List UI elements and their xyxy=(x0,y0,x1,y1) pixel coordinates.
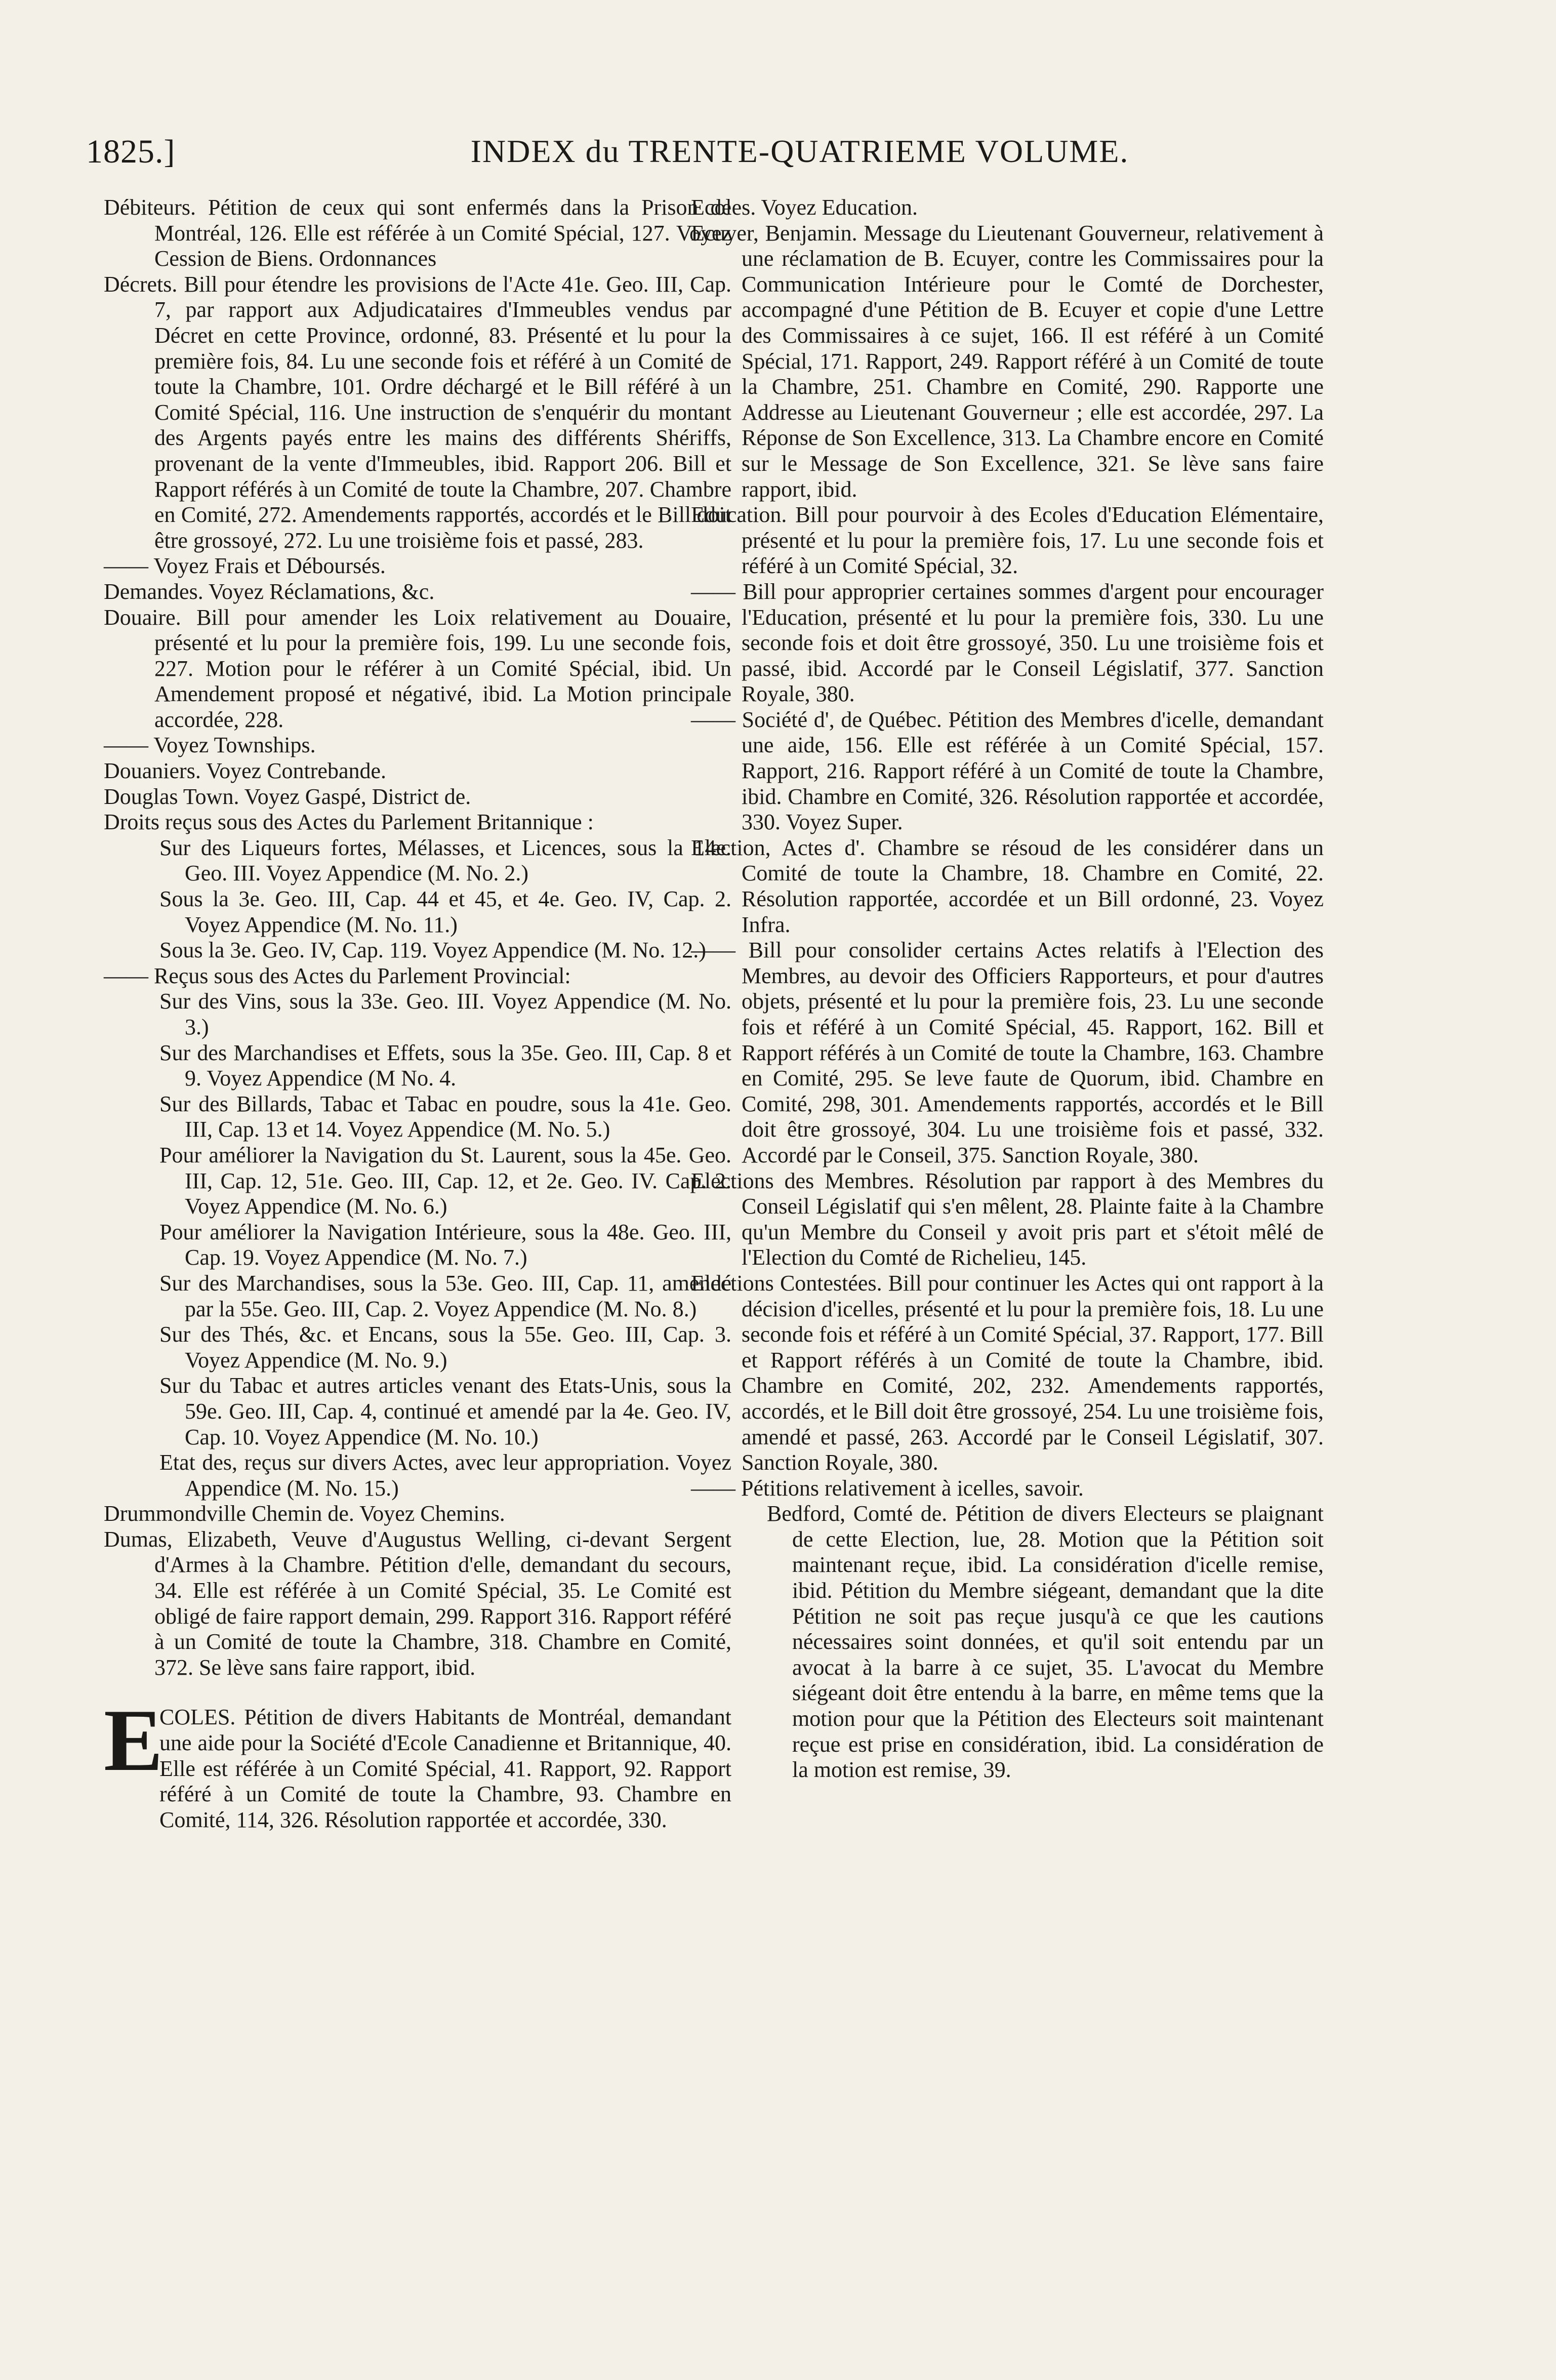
index-entry: Pour améliorer la Navigation Intérieure, sous la 48e. Geo. III, Cap. 19. Voyez Appendice (M. No. 7.) xyxy=(159,1219,731,1270)
index-entry: Elections des Membres. Résolution par rapport à des Membres du Conseil Législatif qui s'en mêlent, 28. Plainte faite à la Chambre qu'un Membre du Conseil y avoit pris part et s'étoit mêlé de l'Election du Comté de Richelieu, 145. xyxy=(691,1168,1324,1270)
index-entry: Douaniers. Voyez Contrebande. xyxy=(104,758,387,784)
index-entry: Sur des Vins, sous la 33e. Geo. III. Voyez Appendice (M. No. 3.) xyxy=(159,989,731,1039)
index-entry: —— Pétitions relativement à icelles, savoir. xyxy=(691,1475,1084,1501)
index-entry: Elections Contestées. Bill pour continuer les Actes qui ont rapport à la décision d'icelles, présenté et lu pour la première fois, 18. Lu une seconde fois et référé à un Comité Spécial, 37. Rapport, 177. Bill et Rapport référés à un Comité de toute la Chambre, ibid. Chambre en Comité, 202, 232. Amendements rapportés, accordés, et le Bill doit être grossoyé, 254. Lu une troisième fois, amendé et passé, 263. Accordé par le Conseil Législatif, 307. Sanction Royale, 380. xyxy=(691,1270,1324,1475)
index-entry: —— Bill pour approprier certaines sommes d'argent pour encourager l'Education, présenté et lu pour la première fois, 330. Lu une seconde fois et doit être grossoyé, 350. Lu une troisième fois et passé, ibid. Accordé par le Conseil Législatif, 377. Sanction Royale, 380. xyxy=(691,579,1324,707)
index-entry: —— Voyez Townships. xyxy=(104,733,316,758)
index-entry: Sur du Tabac et autres articles venant des Etats-Unis, sous la 59e. Geo. III, Cap. 4, continué et amendé par la 4e. Geo. IV, Cap. 10. Voyez Appendice (M. No. 10.) xyxy=(159,1373,731,1449)
index-entry: Dumas, Elizabeth, Veuve d'Augustus Welling, ci-devant Sergent d'Armes à la Chambre. Pétition d'elle, demandant du secours, 34. Elle est référée à un Comité Spécial, 35. Le Comité est obligé de faire rapport demain, 299. Rapport 316. Rapport référé à un Comité de toute la Chambre, 318. Chambre en Comité, 372. Se lève sans faire rapport, ibid. xyxy=(104,1526,731,1680)
index-entry: Droits reçus sous des Actes du Parlement Britannique : xyxy=(104,810,594,835)
index-entry: Education. Bill pour pourvoir à des Ecoles d'Education Elémentaire, présenté et lu pour la première fois, 17. Lu une seconde fois et référé à un Comité Spécial, 32. xyxy=(691,502,1324,579)
index-entry: Bedford, Comté de. Pétition de divers Electeurs se plaignant de cette Election, lue, 28. Motion que la Pétition soit maintenant reçue, ibid. La considération d'icelle remise, ibid. Pétition du Membre siégeant, demandant que la dite Pétition ne soit pas reçue jusqu'à ce que les cautions nécessaires soint données, et qu'il soit entendu par un avocat à la barre à ce sujet, 35. L'avocat du Membre siégeant doit être entendu à la barre, en même tems que la motion pour que la Pétition des Electeurs soit maintenant reçue est prise en considération, ibid. La considération de la motion est remise, 39. xyxy=(767,1501,1324,1783)
index-entry: Sur des Marchandises et Effets, sous la 35e. Geo. III, Cap. 8 et 9. Voyez Appendice (M No. 4. xyxy=(159,1040,731,1091)
index-entry: Douglas Town. Voyez Gaspé, District de. xyxy=(104,784,471,809)
index-entry: Débiteurs. Pétition de ceux qui sont enfermés dans la Prison de Montréal, 126. Elle est référée à un Comité Spécial, 127. Voyez Cession de Biens. Ordonnances xyxy=(104,195,731,271)
index-entry: Etat des, reçus sur divers Actes, avec leur appropriation. Voyez Appendice (M. No. 15.) xyxy=(159,1450,731,1501)
index-entry: Décrets. Bill pour étendre les provisions de l'Acte 41e. Geo. III, Cap. 7, par rapport aux Adjudicataires d'Immeubles vendus par Décret en cette Province, ordonné, 83. Présenté et lu pour la première fois, 84. Lu une seconde fois et référé à un Comité de toute la Chambre, 101. Ordre déchargé et le Bill référé à un Comité Spécial, 116. Une instruction de s'enquérir du montant des Argents payés entre les mains des différents Shériffs, provenant de la vente d'Immeubles, ibid. Rapport 206. Bill et Rapport référés à un Comité de toute la Chambre, 207. Chambre en Comité, 272. Amendements rapportés, accordés et le Bill doit être grossoyé, 272. Lu une troisième fois et passé, 283. xyxy=(104,271,731,553)
index-entry: Sous la 3e. Geo. IV, Cap. 119. Voyez Appendice (M. No. 12.) xyxy=(159,938,706,963)
index-entry: —— Reçus sous des Actes du Parlement Provincial: xyxy=(104,963,571,988)
index-entry: Sur des Thés, &c. et Encans, sous la 55e. Geo. III, Cap. 3. Voyez Appendice (M. No. 9.) xyxy=(159,1322,731,1373)
right-entries xyxy=(691,195,1324,1783)
index-entry: Sur des Liqueurs fortes, Mélasses, et Licences, sous la 14e. Geo. III. Voyez Appendice (M. No. 2.) xyxy=(159,835,731,886)
index-entry: Demandes. Voyez Réclamations, &c. xyxy=(104,579,435,604)
index-entry: Drummondville Chemin de. Voyez Chemins. xyxy=(104,1501,505,1526)
left-column xyxy=(104,195,731,1833)
index-entry: Sous la 3e. Geo. III, Cap. 44 et 45, et 4e. Geo. IV, Cap. 2. Voyez Appendice (M. No. 11.) xyxy=(159,886,731,937)
index-entry: Ecuyer, Benjamin. Message du Lieutenant Gouverneur, relativement à une réclamation de B. Ecuyer, contre les Commissaires pour la Communication Intérieure pour le Comté de Dorchester, accompagné d'une Pétition de B. Ecuyer et copie d'une Lettre des Commissaires à ce sujet, 166. Il est référé à un Comité Spécial, 171. Rapport, 249. Rapport référé à un Comité de toute la Chambre, 251. Chambre en Comité, 290. Rapporte une Addresse au Lieutenant Gouverneur ; elle est accordée, 297. La Réponse de Son Excellence, 313. La Chambre encore en Comité sur le Message de Son Excellence, 321. Se lève sans faire rapport, ibid. xyxy=(691,220,1324,502)
page-header xyxy=(86,133,1513,173)
ecoles-entry xyxy=(104,1691,731,1833)
page-title: INDEX du TRENTE-QUATRIEME VOLUME. xyxy=(470,133,1129,169)
page-year: 1825.] xyxy=(86,133,176,170)
index-entry: Sur des Marchandises, sous la 53e. Geo. III, Cap. 11, amendé par la 55e. Geo. III, Cap. 2. Voyez Appendice (M. No. 8.) xyxy=(159,1270,731,1321)
index-entry: Pour améliorer la Navigation du St. Laurent, sous la 45e. Geo. III, Cap. 12, 51e. Geo. III, Cap. 12, et 2e. Geo. IV. Cap. 2. Voyez Appendice (M. No. 6.) xyxy=(159,1142,731,1219)
index-entry: Ecoles. Voyez Education. xyxy=(691,195,918,220)
index-entry: —— Voyez Frais et Déboursés. xyxy=(104,553,386,579)
index-entry: —— Bill pour consolider certains Actes relatifs à l'Election des Membres, au devoir des Officiers Rapporteurs, et pour d'autres objets, présenté et lu pour la première fois, 23. Lu une seconde fois et référé à un Comité Spécial, 45. Rapport, 162. Bill et Rapport référés à un Comité de toute la Chambre, 163. Chambre en Comité, 295. Se leve faute de Quorum, ibid. Chambre en Comité, 298, 301. Amendements rapportés, accordés et le Bill doit être grossoyé, 304. Lu une troisième fois et passé, 332. Accordé par le Conseil, 375. Sanction Royale, 380. xyxy=(691,938,1324,1167)
right-column xyxy=(691,195,1324,1783)
index-entry: Election, Actes d'. Chambre se résoud de les considérer dans un Comité de toute la Chambre, 18. Chambre en Comité, 22. Résolution rapportée, accordée et un Bill ordonné, 23. Voyez Infra. xyxy=(691,835,1324,937)
index-entry: Sur des Billards, Tabac et Tabac en poudre, sous la 41e. Geo. III, Cap. 13 et 14. Voyez Appendice (M. No. 5.) xyxy=(159,1091,731,1142)
drop-cap: E xyxy=(104,1691,163,1790)
left-entries xyxy=(104,195,731,1680)
index-entry: —— Société d', de Québec. Pétition des Membres d'icelle, demandant une aide, 156. Elle est référée à un Comité Spécial, 157. Rapport, 216. Rapport référé à un Comité de toute la Chambre, ibid. Chambre en Comité, 326. Résolution rapportée et accordée, 330. Voyez Super. xyxy=(691,707,1324,835)
ecoles-text: COLES. Pétition de divers Habitants de Montréal, demandant une aide pour la Société d'Ecole Canadienne et Britannique, 40. Elle est référée à un Comité Spécial, 41. Rapport, 92. Rapport référé à un Comité de toute la Chambre, 93. Chambre en Comité, 114, 326. Résolution rapportée et accordée, 330. xyxy=(159,1705,731,1832)
index-entry: Douaire. Bill pour amender les Loix relativement au Douaire, présenté et lu pour la première fois, 199. Lu une seconde fois, 227. Motion pour le référer à un Comité Spécial, ibid. Un Amendement proposé et négativé, ibid. La Motion principale accordée, 228. xyxy=(104,604,731,732)
